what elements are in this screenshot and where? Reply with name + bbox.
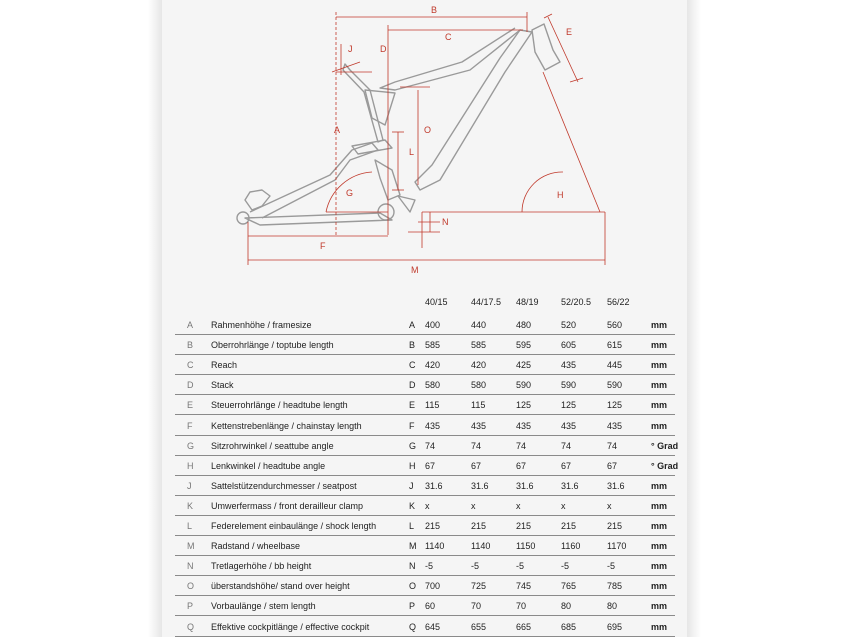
table-row xyxy=(175,535,675,556)
dimension-lines xyxy=(248,12,605,265)
row-value: 70 xyxy=(471,601,482,612)
row-letter: N xyxy=(187,561,194,572)
row-unit: mm xyxy=(651,320,668,330)
row-value: 125 xyxy=(607,400,623,411)
row-unit: mm xyxy=(651,500,668,511)
row-unit: mm xyxy=(651,480,668,491)
row-unit: mm xyxy=(651,621,668,632)
row-code: M xyxy=(409,541,417,552)
row-value: 745 xyxy=(516,581,532,592)
row-unit: mm xyxy=(651,400,668,411)
table-row xyxy=(175,455,679,476)
dim-label-j: J xyxy=(348,44,353,54)
dim-label-n: N xyxy=(442,217,449,227)
table-row xyxy=(175,616,675,637)
row-letter: O xyxy=(187,581,195,592)
row-code: O xyxy=(409,581,417,592)
row-value: 67 xyxy=(425,460,436,471)
row-value: 31.6 xyxy=(607,480,625,491)
row-unit: mm xyxy=(651,541,668,552)
row-letter: F xyxy=(187,420,193,431)
row-value: 435 xyxy=(516,420,532,431)
row-label: überstandshöhe/ stand over height xyxy=(211,581,350,592)
table-row xyxy=(175,495,675,516)
row-unit: mm xyxy=(651,420,668,431)
row-label: Lenkwinkel / headtube angle xyxy=(211,460,326,471)
row-value: 445 xyxy=(607,360,623,371)
row-letter: P xyxy=(187,601,194,612)
row-unit: mm xyxy=(651,561,668,572)
table-row xyxy=(175,435,679,456)
row-value: 74 xyxy=(425,440,436,451)
row-value: 31.6 xyxy=(516,480,534,491)
row-value: 215 xyxy=(561,521,577,531)
row-value: 420 xyxy=(471,360,487,371)
row-value: 115 xyxy=(471,400,486,411)
row-value: 1140 xyxy=(425,541,445,552)
row-value: x xyxy=(425,500,430,511)
row-label: Effektive cockpitlänge / effective cockpit xyxy=(211,621,370,632)
row-value: 74 xyxy=(561,440,572,451)
table-row xyxy=(175,575,675,596)
row-label: Radstand / wheelbase xyxy=(211,541,301,552)
row-value: 435 xyxy=(561,420,577,431)
row-label: Kettenstrebenlänge / chainstay length xyxy=(211,420,362,431)
table-row xyxy=(175,334,675,355)
dim-label-c: C xyxy=(445,32,452,42)
row-unit: mm xyxy=(651,360,668,371)
table-row xyxy=(175,374,675,395)
row-value: x xyxy=(561,500,566,511)
row-value: 1170 xyxy=(607,541,627,552)
row-letter: L xyxy=(187,521,193,531)
row-unit: mm xyxy=(651,581,668,592)
size-header: 56/22 xyxy=(607,297,630,307)
row-code: F xyxy=(409,420,415,431)
row-value: x xyxy=(471,500,476,511)
table-row xyxy=(175,555,675,576)
dim-label-o: O xyxy=(424,125,432,135)
dim-label-b: B xyxy=(431,5,438,15)
row-unit: ° Grad xyxy=(651,440,679,451)
row-value: 115 xyxy=(425,400,440,411)
row-value: 615 xyxy=(607,340,623,351)
row-letter: C xyxy=(187,360,194,371)
row-value: 31.6 xyxy=(425,480,443,491)
row-value: 440 xyxy=(471,320,487,330)
row-label: Steuerrohrlänge / headtube length xyxy=(211,400,348,411)
row-value: 215 xyxy=(516,521,532,531)
dim-label-g: G xyxy=(346,188,354,198)
row-label: Sitzrohrwinkel / seattube angle xyxy=(211,440,334,451)
row-value: -5 xyxy=(471,561,480,572)
row-unit: mm xyxy=(651,601,668,612)
row-label: Vorbaulänge / stem length xyxy=(211,601,316,612)
row-unit: mm xyxy=(651,340,668,351)
row-value: 215 xyxy=(425,521,441,531)
row-code: P xyxy=(409,601,416,612)
row-value: 590 xyxy=(516,380,532,391)
row-value: 765 xyxy=(561,581,577,592)
row-value: -5 xyxy=(561,561,570,572)
row-letter: M xyxy=(187,541,195,552)
dim-label-d: D xyxy=(380,44,387,54)
row-unit: mm xyxy=(651,521,668,531)
row-value: 74 xyxy=(607,440,618,451)
row-label: Umwerfermass / front derailleur clamp xyxy=(211,500,364,511)
row-unit: mm xyxy=(651,380,668,391)
row-value: 80 xyxy=(561,601,572,612)
row-value: 435 xyxy=(561,360,577,371)
row-letter: H xyxy=(187,460,194,471)
row-value: 560 xyxy=(607,320,623,330)
row-value: 67 xyxy=(471,460,482,471)
row-code: D xyxy=(409,380,416,391)
row-unit: ° Grad xyxy=(651,460,679,471)
row-value: 420 xyxy=(425,360,441,371)
row-label: Rahmenhöhe / framesize xyxy=(211,320,312,330)
row-value: 645 xyxy=(425,621,441,632)
row-letter: J xyxy=(187,480,192,491)
row-label: Oberrohrlänge / toptube length xyxy=(211,340,334,351)
row-label: Sattelstützendurchmesser / seatpost xyxy=(211,480,357,491)
row-value: 590 xyxy=(561,380,577,391)
row-label: Stack xyxy=(211,380,234,391)
table-row xyxy=(175,354,675,375)
row-code: J xyxy=(409,480,414,491)
row-value: 425 xyxy=(516,360,532,371)
row-value: 31.6 xyxy=(471,480,489,491)
dim-label-f: F xyxy=(320,241,326,251)
row-value: 585 xyxy=(425,340,441,351)
row-value: 655 xyxy=(471,621,487,632)
row-code: E xyxy=(409,400,416,411)
row-value: 60 xyxy=(425,601,436,612)
row-label: Federelement einbaulänge / shock length xyxy=(211,521,377,531)
table-row xyxy=(175,475,675,496)
row-value: -5 xyxy=(607,561,616,572)
row-value: 125 xyxy=(516,400,532,411)
row-value: 480 xyxy=(516,320,532,330)
table-row xyxy=(175,394,675,415)
row-letter: B xyxy=(187,340,194,351)
row-value: 700 xyxy=(425,581,441,592)
row-value: 725 xyxy=(471,581,487,592)
dim-label-e: E xyxy=(566,27,573,37)
dim-label-m: M xyxy=(411,265,419,275)
size-header: 44/17.5 xyxy=(471,297,502,307)
row-code: N xyxy=(409,561,416,572)
row-letter: Q xyxy=(187,621,195,632)
size-header: 40/15 xyxy=(425,297,448,307)
row-letter: D xyxy=(187,380,194,391)
size-header: 48/19 xyxy=(516,297,539,307)
row-letter: A xyxy=(187,320,194,330)
row-letter: G xyxy=(187,440,195,451)
row-value: 580 xyxy=(471,380,487,391)
row-value: 215 xyxy=(607,521,623,531)
row-value: 67 xyxy=(607,460,618,471)
row-letter: K xyxy=(187,500,194,511)
row-code: C xyxy=(409,360,416,371)
row-code: B xyxy=(409,340,416,351)
row-value: x xyxy=(607,500,612,511)
row-code: A xyxy=(409,320,416,330)
table-row xyxy=(175,595,675,616)
table-row xyxy=(175,515,675,536)
row-value: 74 xyxy=(471,440,482,451)
row-value: 605 xyxy=(561,340,577,351)
row-value: 1160 xyxy=(561,541,581,552)
row-value: 74 xyxy=(516,440,527,451)
row-letter: E xyxy=(187,400,194,411)
row-value: 585 xyxy=(471,340,487,351)
row-value: -5 xyxy=(516,561,525,572)
row-code: L xyxy=(409,521,415,531)
row-value: 400 xyxy=(425,320,441,330)
row-code: Q xyxy=(409,621,417,632)
row-value: 520 xyxy=(561,320,577,330)
row-value: 435 xyxy=(607,420,623,431)
row-label: Reach xyxy=(211,360,238,371)
row-value: 215 xyxy=(471,521,487,531)
row-value: 785 xyxy=(607,581,623,592)
row-value: 580 xyxy=(425,380,441,391)
dim-label-l: L xyxy=(409,147,415,157)
row-value: 125 xyxy=(561,400,577,411)
row-value: 67 xyxy=(561,460,572,471)
row-value: -5 xyxy=(425,561,434,572)
row-value: 685 xyxy=(561,621,577,632)
row-label: Tretlagerhöhe / bb height xyxy=(211,561,312,572)
row-value: 31.6 xyxy=(561,480,579,491)
row-value: 1150 xyxy=(516,541,536,552)
row-value: 435 xyxy=(425,420,441,431)
dim-label-h: H xyxy=(557,190,564,200)
row-value: 1140 xyxy=(471,541,491,552)
bike-frame xyxy=(237,24,560,225)
table-row xyxy=(175,314,675,335)
row-value: 590 xyxy=(607,380,623,391)
row-code: G xyxy=(409,440,417,451)
table-row xyxy=(175,415,675,436)
row-value: 80 xyxy=(607,601,618,612)
row-code: K xyxy=(409,500,416,511)
size-header: 52/20.5 xyxy=(561,297,592,307)
row-value: x xyxy=(516,500,521,511)
row-value: 695 xyxy=(607,621,623,632)
row-code: H xyxy=(409,460,416,471)
row-value: 70 xyxy=(516,601,527,612)
dim-label-a: A xyxy=(334,125,341,135)
row-value: 67 xyxy=(516,460,527,471)
row-value: 665 xyxy=(516,621,532,632)
row-value: 435 xyxy=(471,420,487,431)
frame-geometry-diagram xyxy=(0,0,849,290)
row-value: 595 xyxy=(516,340,532,351)
